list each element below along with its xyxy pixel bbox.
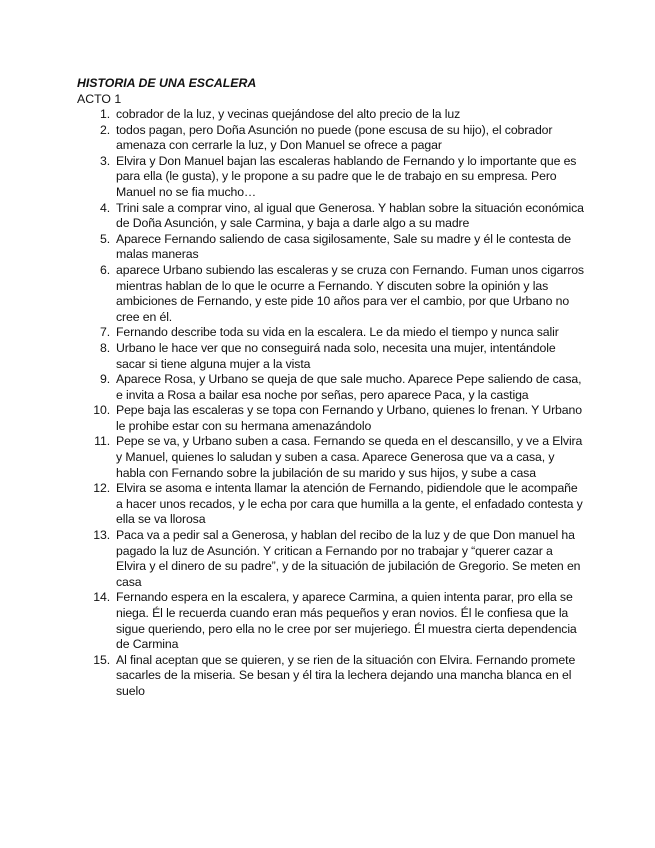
list-item-number: 15.: [93, 652, 110, 667]
document-title: HISTORIA DE UNA ESCALERA: [77, 76, 257, 90]
list-item-number: 11.: [94, 434, 110, 449]
list-item-text: Aparece Rosa, y Urbano se queja de que sale mucho. Aparece Pepe saliendo de casa, e invita a Rosa a bailar esa noche por señas, pero aparece Paca, y la castiga: [116, 372, 582, 402]
list-item-text: Pepe baja las escaleras y se topa con Fernando y Urbano, quienes lo frenan. Y Urbano le prohibe estar con su hermana amenazándolo: [116, 403, 582, 433]
list-item-text: Fernando describe toda su vida en la escalera. Le da miedo el tiempo y nunca salir: [116, 325, 559, 340]
list-item-number: 4.: [99, 200, 110, 215]
list-item-text: Urbano le hace ver que no conseguirá nada solo, necesita una mujer, intentándole sacar si tiene alguna mujer a la vista: [116, 340, 556, 371]
list-item: [77, 232, 585, 263]
scene-list: [77, 107, 585, 700]
list-item: [77, 107, 585, 123]
list-item-number: 7.: [99, 325, 110, 340]
list-item-number: 9.: [99, 372, 110, 387]
list-item-number: 5.: [99, 231, 110, 246]
list-item-text: Pepe se va, y Urbano suben a casa. Fernando se queda en el descansillo, y ve a Elvira y Manuel, quienes lo saludan y suben a casa. Aparece Generosa que va a casa, y habla con Fernando sobre la jubilación de su marido y sus hijos, y sube a casa: [116, 434, 583, 480]
list-item-number: 8.: [99, 340, 110, 355]
list-item: [77, 372, 585, 403]
document-page: [77, 76, 585, 700]
list-item: [77, 590, 585, 652]
list-item-text: Paca va a pedir sal a Generosa, y hablan del recibo de la luz y de que Don manuel ha pagado la luz de Asunción. Y critican a Fernando por no trabajar y “querer cazar a Elvira y el dinero de su padre”, y de la situación de jubilación de Gregorio. Se meten en casa: [116, 528, 581, 589]
list-item: [77, 325, 585, 341]
list-item-number: 13.: [93, 528, 110, 543]
list-item: [77, 201, 585, 232]
list-item: [77, 528, 585, 590]
list-item-text: cobrador de la luz, y vecinas quejándose del alto precio de la luz: [116, 107, 461, 121]
list-item: [77, 653, 585, 700]
list-item: [77, 481, 585, 528]
list-item: [77, 403, 585, 434]
list-item-number: 2.: [99, 122, 110, 137]
list-item-text: Al final aceptan que se quieren, y se rien de la situación con Elvira. Fernando promete sacarles de la miseria. Se besan y él tira la lechera dejando una mancha blanca en el suelo: [116, 652, 576, 698]
list-item-number: 3.: [99, 153, 110, 168]
list-item-text: Fernando espera en la escalera, y aparece Carmina, a quien intenta parar, pro ella se niega. Él le recuerda cuando eran más pequeños y eran novios. Él le confiesa que la sigue queriendo, pero ella no le cree por ser mujeriego. Él muestra cierta dependencia de Carmina: [116, 590, 577, 652]
list-item: [77, 123, 585, 154]
list-item: [77, 263, 585, 325]
list-item-text: Trini sale a comprar vino, al igual que Generosa. Y hablan sobre la situación económica de Doña Asunción, y sale Carmina, y baja a darle algo a su madre: [116, 200, 584, 231]
list-item-text: Elvira se asoma e intenta llamar la atención de Fernando, pidiendole que le acompañe a hacer unos recados, y le echa por cara que humilla a la gente, el enfadado contesta y ella se va llorosa: [116, 481, 583, 527]
list-item-text: aparece Urbano subiendo las escaleras y se cruza con Fernando. Fuman unos cigarros mientras hablan de lo que le ocurre a Fernando. Y discuten sobre la opinión y las ambiciones de Fernando, y este pide 10 años para ver el cambio, por que Urbano no cree en él.: [116, 262, 584, 324]
list-item-text: todos pagan, pero Doña Asunción no puede (pone escusa de su hijo), el cobrador amenaza con cerrarle la luz, y Don Manuel se ofrece a pagar: [116, 122, 553, 153]
list-item: [77, 154, 585, 201]
list-item-number: 12.: [93, 481, 110, 496]
act-heading: ACTO 1: [77, 91, 122, 106]
list-item-text: Aparece Fernando saliendo de casa sigilosamente, Sale su madre y él le contesta de malas maneras: [116, 231, 571, 262]
list-item: [77, 341, 585, 372]
list-item: [77, 434, 585, 481]
list-item-number: 14.: [93, 590, 110, 605]
list-item-number: 1.: [99, 107, 110, 121]
list-item-number: 6.: [99, 262, 110, 277]
list-item-text: Elvira y Don Manuel bajan las escaleras hablando de Fernando y lo importante que es para ella (le gusta), y le propone a su padre que le de trabajo en su empresa. Pero Manuel no se fia mucho…: [116, 153, 577, 199]
list-item-number: 10.: [93, 403, 110, 418]
